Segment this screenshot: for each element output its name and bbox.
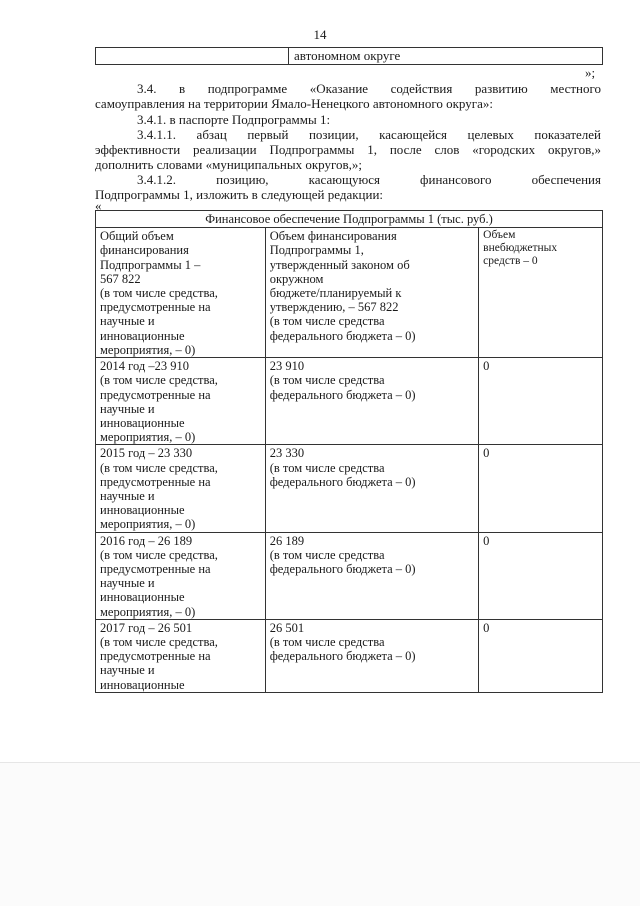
extrabudgetary-cell: Объем внебюджетных средств – 0 [483,229,558,268]
page-number: 14 [313,27,327,42]
financing-table [95,210,603,693]
year-2016-total-cell: 2016 год – 26 189 (в том числе средства, предусмотренные на научные и инновационные мероприятия, – 0) [96,532,266,619]
table-row [96,619,603,692]
paragraph-3-4-1-1-line-2: эффективности реализации Подпрограммы 1, после слов «городских округов,» [95,142,601,157]
paragraph-3-4-line-1: 3.4. в подпрограмме «Оказание содействия развитию местного [137,81,601,96]
year-2016-budget-cell: 26 189 (в том числе средства федерального бюджета – 0) [265,532,478,619]
continued-table-empty-cell [96,48,289,64]
year-2017-budget-cell: 26 501 (в том числе средства федерального бюджета – 0) [265,619,478,692]
total-financing-cell: Общий объем финансирования Подпрограммы 1 – 567 822 (в том числе средства, предусмотренные на научные и инновационные мероприятия, – 0) [96,228,266,358]
year-2017-extrabudgetary-cell: 0 [479,619,603,692]
table-row [96,228,603,358]
paragraph-3-4-1-1-line-3: дополнить словами «муниципальных округов,»; [95,157,362,172]
table-row [96,358,603,445]
year-2015-budget-cell: 23 330 (в том числе средства федерального бюджета – 0) [265,445,478,532]
year-2015-extrabudgetary-cell: 0 [479,445,603,532]
table-row [96,532,603,619]
table-row [96,445,603,532]
paragraph-3-4-line-2: самоуправления на территории Ямало-Ненецкого автономного округа»: [95,96,493,111]
year-2014-extrabudgetary-cell: 0 [479,358,603,445]
opening-quote-mark: « [95,198,102,213]
year-2014-budget-cell: 23 910 (в том числе средства федерального бюджета – 0) [265,358,478,445]
blank-page-area [0,762,640,906]
paragraph-3-4-1-2-line-1: 3.4.1.2. позицию, касающуюся финансового обеспечения [137,172,601,187]
continued-table-row [95,47,603,65]
financing-table-title-row [96,211,603,228]
paragraph-3-4-1: 3.4.1. в паспорте Подпрограммы 1: [137,112,331,127]
year-2016-extrabudgetary-cell: 0 [479,532,603,619]
year-2015-total-cell: 2015 год – 23 330 (в том числе средства, предусмотренные на научные и инновационные мероприятия, – 0) [96,445,266,532]
paragraph-3-4-1-2-line-2: Подпрограммы 1, изложить в следующей редакции: [95,187,384,202]
year-2014-total-cell: 2014 год –23 910 (в том числе средства, предусмотренные на научные и инновационные мероприятия, – 0) [96,358,266,445]
paragraph-3-4-1-1-line-1: 3.4.1.1. абзац первый позиции, касающейся целевых показателей [137,127,601,142]
approved-financing-cell: Объем финансирования Подпрограммы 1, утвержденный законом об окружном бюджете/планируемый к утверждению, – 567 822 (в том числе средства федерального бюджета – 0) [265,228,478,358]
continued-table-cell-text: автономном округе [294,48,401,63]
closing-quote-mark: »; [585,65,596,80]
year-2017-total-cell: 2017 год – 26 501 (в том числе средства, предусмотренные на научные и инновационные [96,619,266,692]
financing-table-title: Финансовое обеспечение Подпрограммы 1 (тыс. руб.) [96,211,603,228]
